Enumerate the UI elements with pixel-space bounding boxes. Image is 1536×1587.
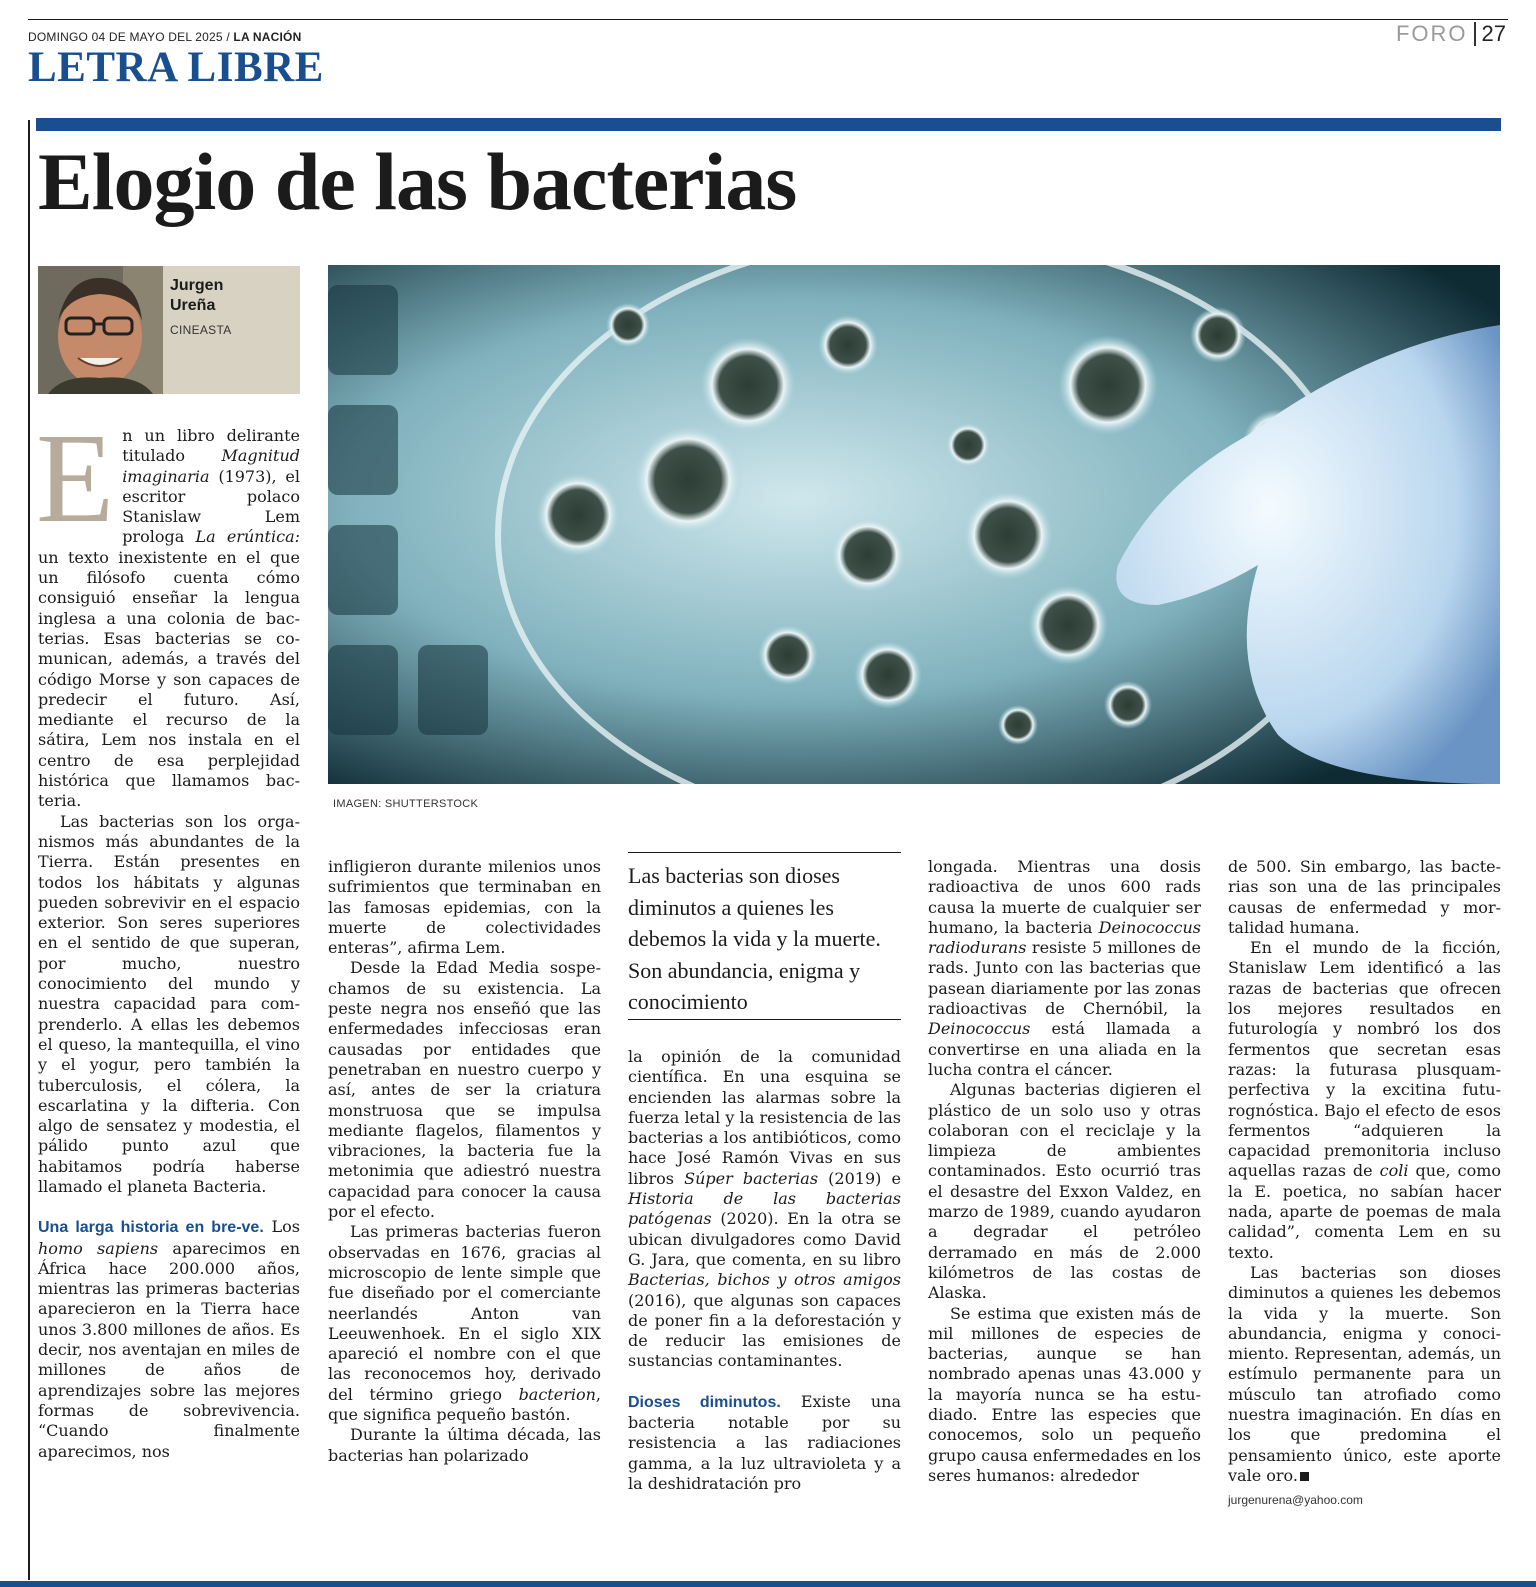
folio-section: FORO [1395, 21, 1468, 46]
folio [1396, 21, 1506, 47]
top-rule [28, 19, 1508, 20]
end-mark [1300, 1472, 1309, 1481]
article-column-1: En un libro delirante titulado Magnitud imaginaria (1973), el escritor polaco Stanislaw Lem prologa La erúntica: un texto inexistente en el que un filósofo cuenta cómo consiguió enseñar la lengua inglesa a una colonia de bacterias. Esas bacterias se comunican, además, a través del código Morse y son capaces de predecir el futuro. Así, mediante el recurso de la sátira, Lem nos instala en el centro de esa perplejidad histórica que llamamos bacteria. Las bacterias son los organismos más abundantes de la Tierra. Están presentes en todos los hábitats y algunas pueden sobrevivir en el espacio exterior. Son seres superiores en el sentido de que superan, por mucho, nuestro conocimiento del mundo y nuestra capacidad para comprenderlo. A ellas les debemos el queso, la mantequilla, el vino y el yogur, pero también la tuberculosis, el cólera, la escarlatina y la difteria. Con algo de sensatez y modestia, el pálido punto azul que habitamos podría haberse llamado el planeta Bacteria. Una larga historia en bre-ve. Los homo sapiens aparecimos en África hace 200.000 años, mientras las primeras bacterias aparecieron en la Tierra hace unos 3.800 millones de años. Es decir, nos aventajan en miles de millones de años de aprendizajes sobre las mejores formas de sobrevivencia. “Cuando finalmente aparecimos, nos [36, 407, 300, 1461]
page-number: 27 [1481, 21, 1506, 46]
subhead-history: Una larga historia en bre-ve. [38, 1219, 264, 1237]
author-role: CINEASTA [170, 323, 232, 337]
article-column-3: la opinión de la comunidad científica. En una esquina se encienden las alarmas sobre la fuerza letal y la resistencia de las bacterias a los antibióticos, como hace José Ramón Vivas en sus libros Súper bacterias (2019) e Historia de las bacterias patógenas (2020). En la otra se ubican divulgadores como David G. Jara, que comenta, en su libro Bacterias, bichos y otros amigos (2016), que algunas son capaces de poner fin a la deforestación y de reducir las emisiones de sustancias contaminantes. Dioses diminutos. Existe una bacteria notable por su resistencia a las radiaciones gamma, a la luz ultravioleta y a la deshidratación pro [628, 1047, 901, 1493]
author-box [38, 266, 300, 394]
date-text: DOMINGO 04 DE MAYO DEL 2025 / [28, 30, 230, 44]
pull-quote-text: Las bacterias son dioses diminutos a quienes les debemos la vida y la muerte. Son abundancia, enigma y conocimiento [628, 863, 881, 1014]
paper-name: LA NACIÓN [233, 30, 302, 44]
drop-cap: E [36, 407, 115, 549]
petri-dish-photo [328, 265, 1500, 784]
frame-rule [28, 120, 30, 1580]
author-name: Jurgen Ureña [170, 277, 224, 314]
article-column-2: infligieron durante milenios unos sufrimientos que terminaban en las famosas epidemias, con la muerte de colectividades enteras”, afirma Lem. Desde la Edad Media sospechamos de su existencia. La peste negra nos enseñó que las enfermedades infecciosas eran causadas por entidades que penetraban en nuestro cuerpo y así, antes de ser la criatura monstruosa que se impulsa mediante flagelos, filamentos y vibraciones, la bacteria fue la metonimia que adiestró nuestra capacidad para conocer la causa por el efecto. Las primeras bacterias fueron observadas en 1676, gracias al microscopio de lente simple que fue diseñado por el comerciante neerlandés Anton van Leeuwenhoek. En el siglo XIX apareció el nombre con el que las reconocemos hoy, derivado del término griego bacterion, que significa pequeño bastón. Durante la última década, las bacterias han polarizado [328, 857, 601, 1465]
accent-bar [36, 118, 1501, 131]
author-email: jurgenurena@yahoo.com [1228, 1493, 1363, 1508]
subhead-gods: Dioses diminutos. [628, 1393, 781, 1411]
author-portrait [38, 266, 163, 394]
headline: Elogio de las bacterias [38, 136, 797, 227]
section-title: LETRA LIBRE [28, 44, 324, 91]
article-column-5: de 500. Sin embargo, las bacterias son una de las principales causas de enfermedad y mortalidad humana. En el mundo de la ficción, Stanislaw Lem identificó a las razas de bacterias que ofrecen los mejores resultados en futurología y nombró los dos fermentos que secretan esas razas: la futurasa plusquamperfectiva y la excitina futurognóstica. Bajo el efecto de esos fermentos “adquieren la capacidad premonitoria incluso aquellas razas de coli que, como la E. poetica, no sabían hacer nada, aparte de poemas de mala calidad”, comenta Lem en su texto. Las bacterias son dioses diminutos a quienes les debemos la vida y la muerte. Son abundancia, enigma y conocimiento. Representan, además, un estímulo permanente para un músculo tan atrofiado como nuestra imaginación. En días en los que predomina el pensamiento único, este aporte vale oro. jurgenurena@yahoo.com [1228, 857, 1501, 1511]
dateline [28, 30, 301, 44]
article-column-4: longada. Mientras una dosis radioactiva de unos 600 rads causa la muerte de cualquier ser humano, la bacteria Deinococcus radiodurans resiste 5 millones de rads. Junto con las bacterias que pasean diariamente por las zonas radioactivas de Chernóbil, la Deinococcus está llamada a convertirse en una aliada en la lucha contra el cáncer. Algunas bacterias digieren el plástico de un solo uso y otras colaboran con el reciclaje y la limpieza de ambientes contaminados. Esto ocurrió tras el desastre del Exxon Valdez, en marzo de 1989, cuando ayudaron a degradar el petróleo derramado en más de 2.000 kilómetros de las costas de Alaska. Se estima que existen más de mil millones de especies de bacterias, aunque se han nombrado apenas unas 43.000 y la mayoría nunca se ha estudiado. Entre las especies que conocemos, solo un pequeño grupo causa enfermedades en los seres humanos: alrededor [928, 857, 1201, 1485]
pull-quote [628, 852, 901, 1020]
bottom-bar [0, 1581, 1536, 1587]
photo-credit: IMAGEN: SHUTTERSTOCK [333, 798, 479, 810]
